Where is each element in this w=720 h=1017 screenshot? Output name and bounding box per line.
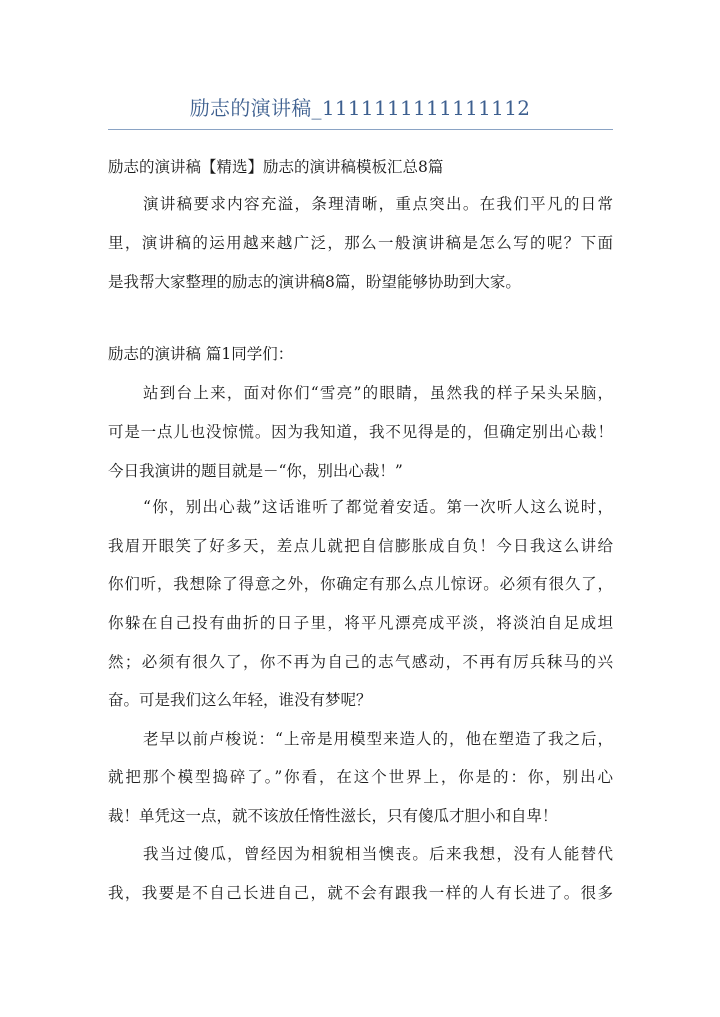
paragraph-line: 里，演讲稿的运用越来越广泛，那么一般演讲稿是怎么写的呢？下面: [108, 234, 613, 252]
paragraph-line: 今日我演讲的题目就是－“你，别出心裁！”: [108, 462, 403, 480]
section-heading: 励志的演讲稿 篇1同学们：: [108, 345, 294, 363]
paragraph-line: 然；必须有很久了，你不再为自己的志气感动，不再有厉兵秣马的兴: [108, 653, 613, 671]
paragraph-line: 我，我要是不自己长进自己，就不会有跟我一样的人有长进了。很多: [108, 884, 613, 902]
paragraph-line: 你躲在自己投有曲折的日子里，将平凡漂亮成平淡，将淡泊自足成坦: [108, 614, 613, 632]
paragraph-line: 我当过傻瓜，曾经因为相貌相当懊丧。后来我想，没有人能替代: [143, 845, 613, 863]
title-divider: [108, 129, 613, 130]
paragraph-line: 演讲稿要求内容充溢，条理清晰，重点突出。在我们平凡的日常: [143, 195, 613, 213]
paragraph-line: 你们听，我想除了得意之外，你确定有那么点儿惊讶。必须有很久了，: [108, 575, 613, 593]
paragraph-line: 我眉开眼笑了好多天，差点儿就把自信膨胀成自负！今日我这么讲给: [108, 537, 613, 555]
paragraph-line: 可是一点儿也没惊慌。因为我知道，我不见得是的，但确定别出心裁！: [108, 423, 613, 441]
paragraph-line: 奋。可是我们这么年轻，谁没有梦呢？: [108, 691, 372, 709]
paragraph-line: “你，别出心裁”这话谁听了都觉着安适。第一次听人这么说时，: [143, 498, 613, 516]
paragraph-line: 老早以前卢梭说：“上帝是用模型来造人的，他在塑造了我之后，: [143, 730, 613, 748]
paragraph-line: 裁！单凭这一点，就不该放任惰性滋长，只有傻瓜才胆小和自卑！: [108, 807, 558, 825]
document-title: 励志的演讲稿_1111111111111112: [189, 96, 531, 120]
paragraph-line: 就把那个模型捣碎了。”你看，在这个世界上，你是的：你，别出心: [108, 768, 613, 786]
paragraph-line: 是我帮大家整理的励志的演讲稿8篇，盼望能够协助到大家。: [108, 273, 521, 291]
paragraph-line: 站到台上来，面对你们“雪亮”的眼睛，虽然我的样子呆头呆脑，: [143, 384, 613, 402]
subtitle-line: 励志的演讲稿【精选】励志的演讲稿模板汇总8篇: [108, 158, 444, 176]
